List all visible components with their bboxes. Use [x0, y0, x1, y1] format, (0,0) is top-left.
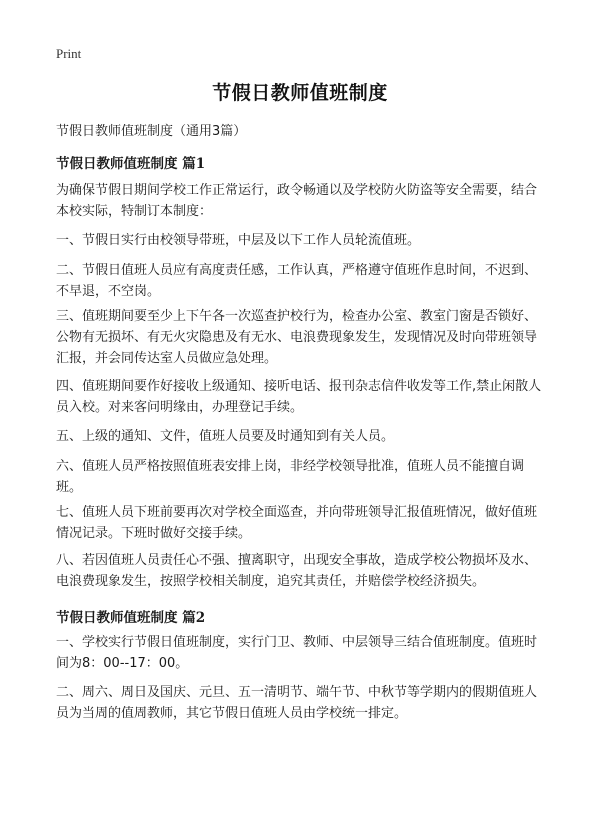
paragraph: 三、值班期间要至少上下午各一次巡查护校行为，检查办公室、教室门窗是否锁好、公物有无损坏、有无火灾隐患及有无水、电浪费现象发生，发现情况及时向带班领导汇报，并会同传达室人员做应急处理。: [56, 309, 538, 366]
paragraph: 四、值班期间要作好接收上级通知、接听电话、报刊杂志信件收发等工作,禁止闲散人员入校。对来客问明缘由，办理登记手续。: [56, 379, 542, 415]
paragraph: 二、节假日值班人员应有高度责任感，工作认真，严格遵守值班作息时间，不迟到、不早退，不空岗。: [56, 263, 538, 299]
paragraph: 一、学校实行节假日值班制度，实行门卫、教师、中层领导三结合值班制度。值班时间为8：00--17：00。: [56, 635, 538, 671]
paragraph: 八、若因值班人员责任心不强、擅离职守，出现安全事故，造成学校公物损坏及水、电浪费现象发生，按照学校相关制度，追究其责任，并赔偿学校经济损失。: [56, 553, 538, 589]
section-heading-1: 节假日教师值班制度 篇1: [56, 156, 206, 172]
paragraph: 六、值班人员严格按照值班表安排上岗，非经学校领导批准，值班人员不能擅自调班。: [56, 459, 525, 495]
paragraph: 二、周六、周日及国庆、元旦、五一清明节、端午节、中秋节等学期内的假期值班人员为当周的值周教师，其它节假日值班人员由学校统一排定。: [56, 685, 538, 721]
section-heading-2: 节假日教师值班制度 篇2: [56, 610, 206, 626]
paragraph: 七、值班人员下班前要再次对学校全面巡查，并向带班领导汇报值班情况，做好值班情况记录。下班时做好交接手续。: [56, 505, 538, 541]
paragraph: 一、节假日实行由校领导带班，中层及以下工作人员轮流值班。: [56, 233, 421, 248]
page-title: 节假日教师值班制度: [212, 82, 388, 104]
document-subtitle: 节假日教师值班制度（通用3篇）: [56, 124, 247, 139]
paragraph: 五、上级的通知、文件，值班人员要及时通知到有关人员。: [56, 429, 395, 444]
print-label: Print: [56, 46, 82, 61]
paragraph: 为确保节假日期间学校工作正常运行，政令畅通以及学校防火防盗等安全需要，结合本校实际，特制订本制度：: [56, 183, 538, 219]
